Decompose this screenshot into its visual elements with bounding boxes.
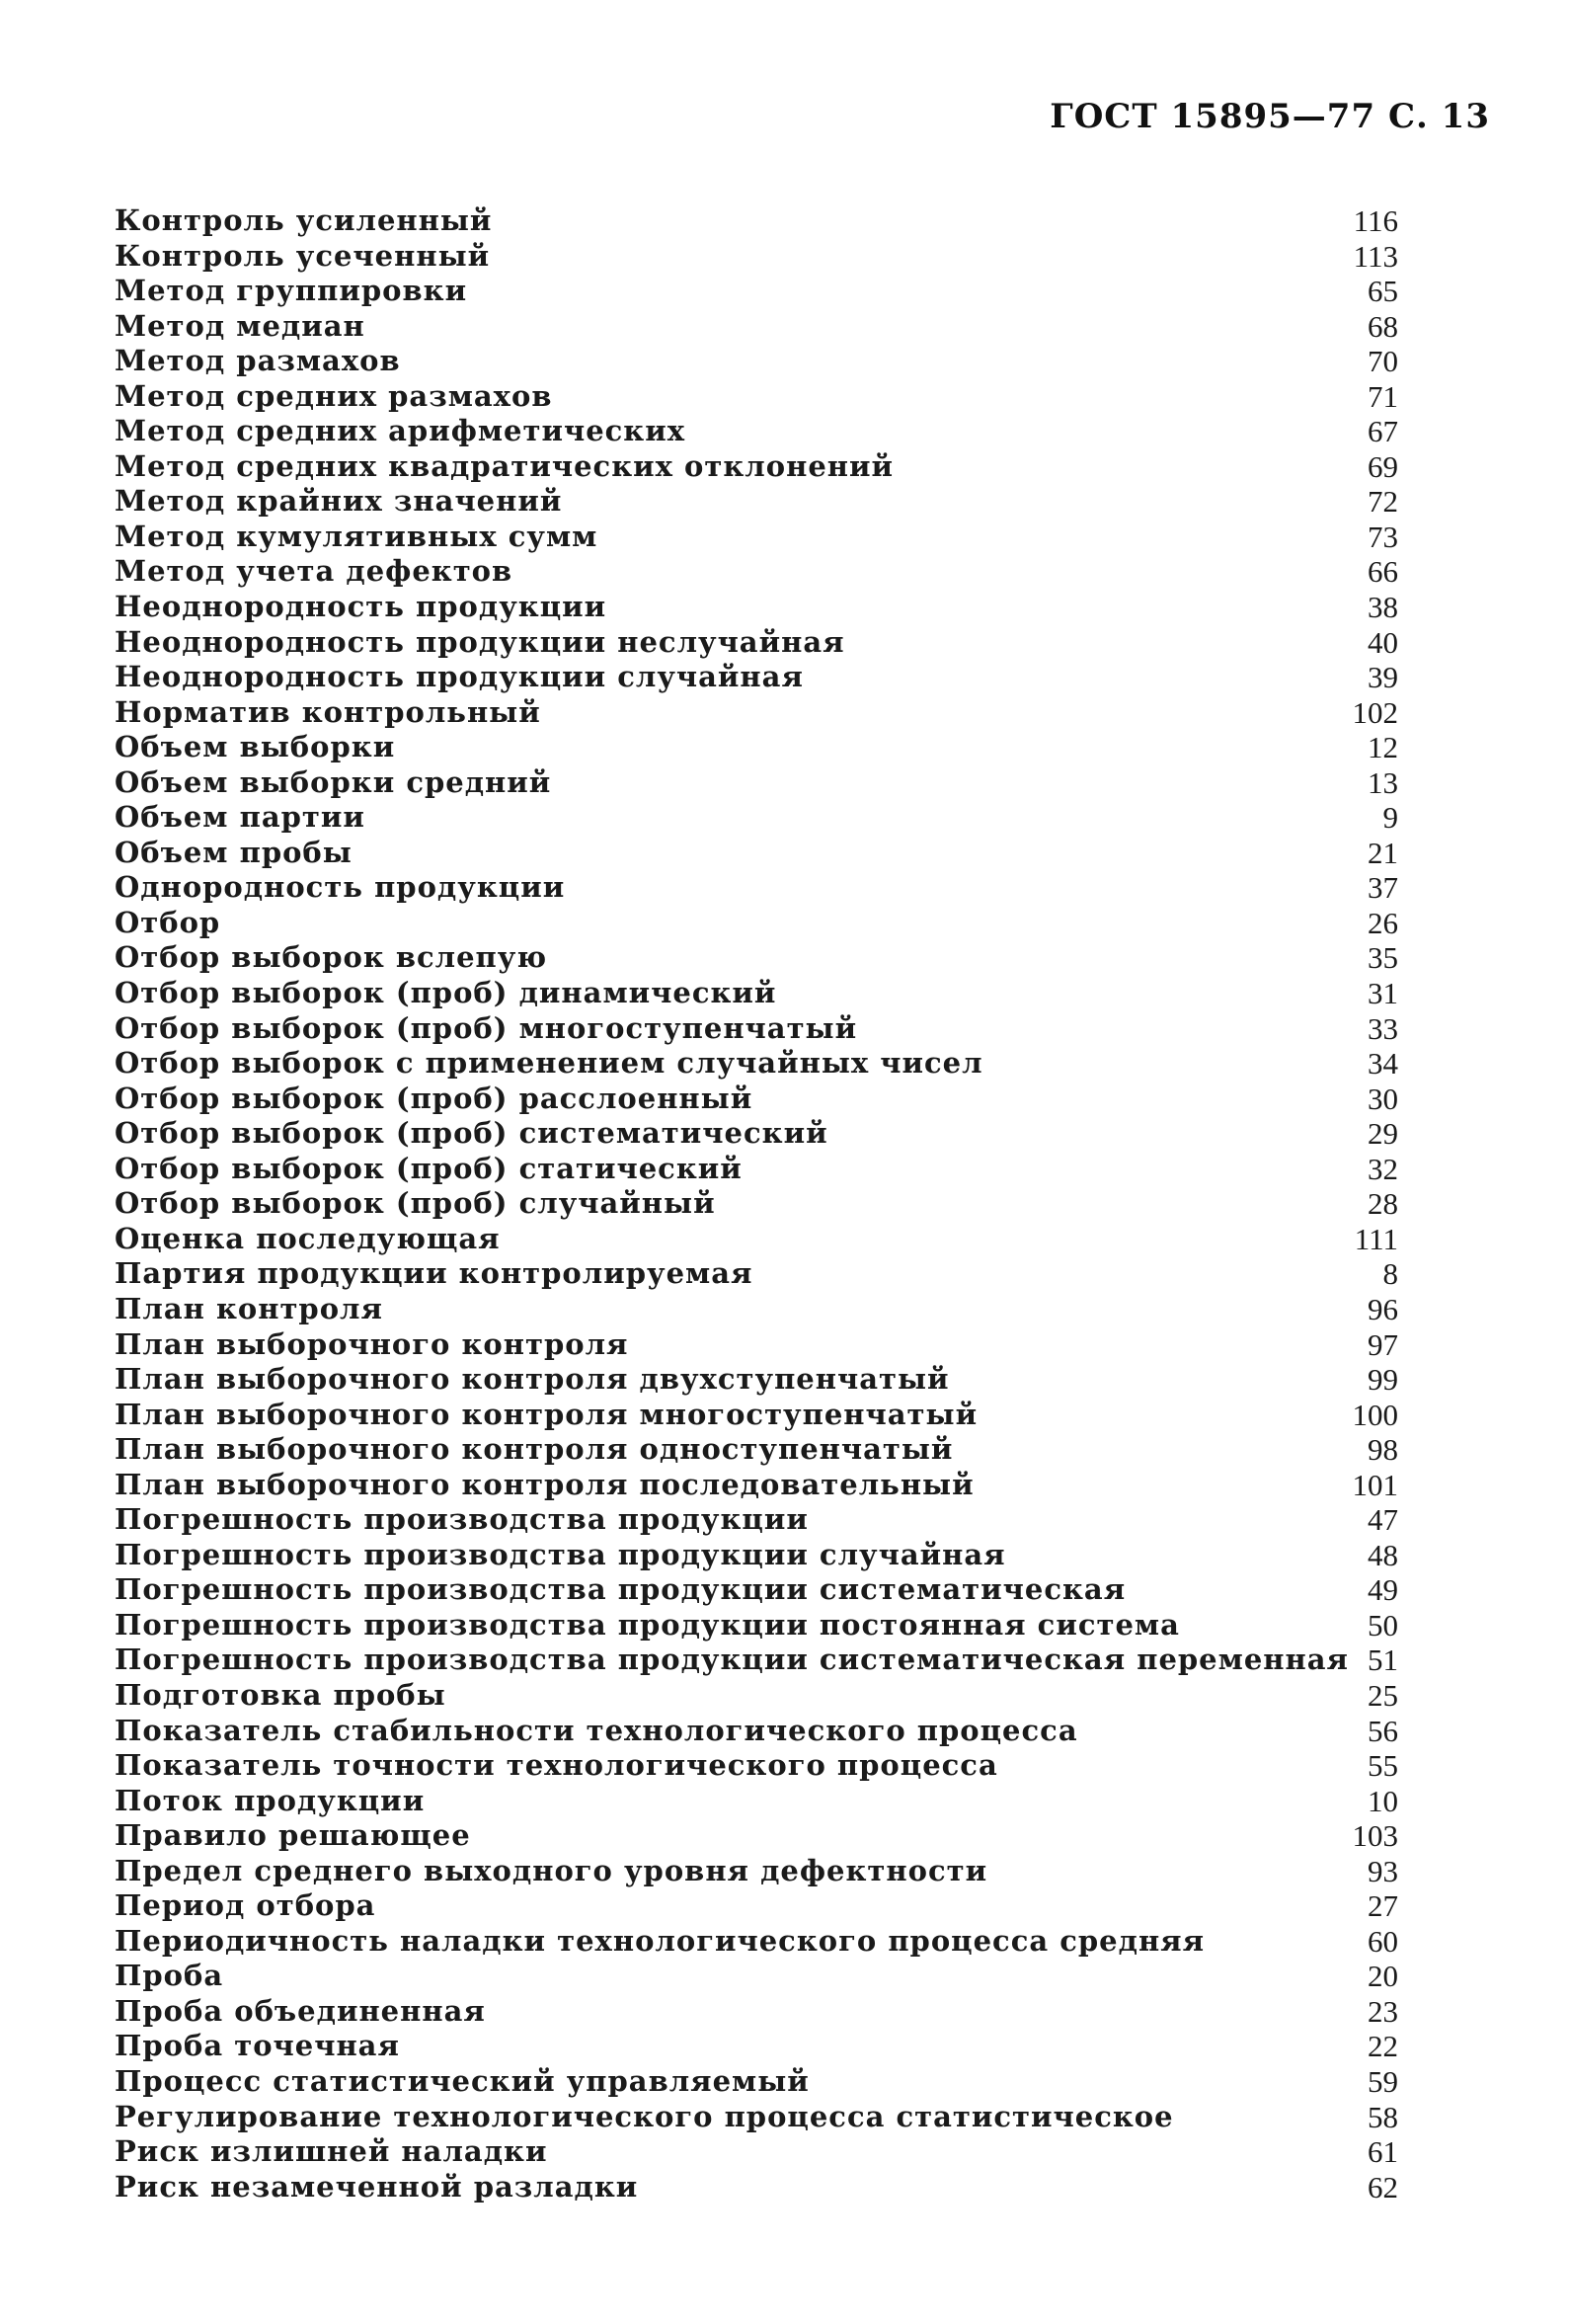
index-number: 71 [1368, 378, 1398, 414]
index-term: Риск незамеченной разладки [115, 2169, 639, 2204]
index-number: 50 [1368, 1607, 1398, 1643]
index-entry [115, 2029, 1398, 2064]
index-number: 37 [1368, 870, 1398, 906]
index-term: Отбор выборок с применением случайных чисел [115, 1046, 983, 1081]
index-number: 59 [1368, 2063, 1398, 2099]
index-number: 66 [1368, 554, 1398, 590]
index-entry [115, 1643, 1398, 1678]
index-number: 55 [1368, 1748, 1398, 1784]
index-entry [115, 1432, 1398, 1468]
index-entry [115, 1327, 1398, 1363]
index-term: Отбор выборок (проб) динамический [115, 976, 777, 1010]
index-number: 56 [1368, 1713, 1398, 1748]
index-term: Риск излишней наладки [115, 2134, 548, 2169]
index-term: Объем выборки средний [115, 764, 552, 799]
index-entry [115, 1502, 1398, 1538]
index-term: Однородность продукции [115, 870, 566, 905]
index-entry [115, 1222, 1398, 1257]
index-number: 34 [1368, 1046, 1398, 1082]
index-term: Неоднородность продукции случайная [115, 660, 804, 694]
index-number: 68 [1368, 308, 1398, 344]
index-term: Отбор выборок (проб) случайный [115, 1186, 716, 1221]
index-number: 67 [1368, 414, 1398, 449]
index-number: 103 [1352, 1818, 1398, 1854]
index-entry [115, 239, 1398, 275]
index-entry [115, 730, 1398, 765]
index-entry [115, 1011, 1398, 1047]
index-number: 30 [1368, 1081, 1398, 1116]
index-entry [115, 906, 1398, 941]
index-entry [115, 1608, 1398, 1643]
index-term: Погрешность производства продукции постоянная система [115, 1607, 1180, 1642]
index-entry [115, 1714, 1398, 1749]
index-term: Погрешность производства продукции систематическая [115, 1572, 1127, 1607]
index-number: 23 [1368, 1993, 1398, 2029]
index-number: 70 [1368, 344, 1398, 379]
index-number: 93 [1368, 1853, 1398, 1888]
index-entry [115, 1818, 1398, 1854]
index-number: 38 [1368, 590, 1398, 625]
index-number: 10 [1368, 1783, 1398, 1818]
index-term: Подготовка пробы [115, 1677, 446, 1712]
index-term: Отбор выборок вслепую [115, 940, 548, 975]
index-entry [115, 379, 1398, 415]
index-term: Проба точечная [115, 2029, 400, 2063]
index-entry [115, 1748, 1398, 1784]
index-number: 21 [1368, 835, 1398, 870]
index-number: 28 [1368, 1186, 1398, 1222]
index-term: Правило решающее [115, 1818, 471, 1853]
index-number: 22 [1368, 2029, 1398, 2064]
index-term: Объем партии [115, 800, 365, 835]
index-term: Объем пробы [115, 835, 353, 869]
index-number: 32 [1368, 1151, 1398, 1186]
index-entry [115, 695, 1398, 731]
index-term: Период отбора [115, 1888, 376, 1923]
index-term: План выборочного контроля последовательный [115, 1467, 975, 1501]
index-entry [115, 976, 1398, 1011]
index-number: 96 [1368, 1291, 1398, 1326]
index-number: 62 [1368, 2169, 1398, 2204]
index-term: Неоднородность продукции [115, 590, 607, 624]
index-term: Метод кумулятивных сумм [115, 519, 598, 553]
index-number: 35 [1368, 940, 1398, 976]
index-term: Отбор [115, 905, 221, 939]
index-number: 97 [1368, 1326, 1398, 1362]
index-entry [115, 484, 1398, 520]
index-entry [115, 1186, 1398, 1222]
index-term: План контроля [115, 1291, 383, 1325]
page-header: ГОСТ 15895—77 С. 13 [1050, 97, 1490, 136]
index-term: Отбор выборок (проб) систематический [115, 1116, 828, 1151]
index-entry [115, 1046, 1398, 1082]
index-number: 113 [1353, 238, 1398, 274]
index-entry [115, 1784, 1398, 1819]
index-term: Метод средних размахов [115, 378, 553, 413]
index-entry [115, 1152, 1398, 1187]
index-number: 33 [1368, 1010, 1398, 1046]
index-entry [115, 1959, 1398, 1994]
index-term: Периодичность наладки технологического процесса средняя [115, 1923, 1206, 1958]
index-number: 40 [1368, 624, 1398, 660]
index-number: 58 [1368, 2099, 1398, 2134]
index-entry [115, 2170, 1398, 2205]
index-entry [115, 1082, 1398, 1117]
index-term: Контроль усиленный [115, 203, 493, 237]
index-entry [115, 1256, 1398, 1292]
index-number: 26 [1368, 905, 1398, 940]
index-number: 73 [1368, 519, 1398, 554]
index-number: 102 [1352, 694, 1398, 730]
index-number: 65 [1368, 274, 1398, 309]
index-entry [115, 1398, 1398, 1433]
index-number: 99 [1368, 1362, 1398, 1398]
index-number: 60 [1368, 1923, 1398, 1959]
index-number: 20 [1368, 1959, 1398, 1994]
index-entry [115, 765, 1398, 801]
index-term: Метод средних арифметических [115, 414, 686, 448]
index-term: Проба объединенная [115, 1993, 486, 2028]
index-number: 25 [1368, 1677, 1398, 1713]
index-term: Объем выборки [115, 730, 396, 764]
index-term: Норматив контрольный [115, 694, 541, 729]
index-term: Поток продукции [115, 1783, 426, 1817]
index-entry [115, 1994, 1398, 2030]
index-entry [115, 870, 1398, 906]
index-term: План выборочного контроля одноступенчатый [115, 1432, 954, 1467]
index-term: Регулирование технологического процесса статистическое [115, 2099, 1174, 2133]
index-term: Погрешность производства продукции случайная [115, 1537, 1006, 1571]
index-term: Отбор выборок (проб) расслоенный [115, 1081, 753, 1115]
index-entry [115, 1854, 1398, 1889]
index-term: Показатель точности технологического процесса [115, 1748, 998, 1783]
index-term: Метод размахов [115, 344, 401, 378]
index-entry [115, 2100, 1398, 2135]
index-number: 48 [1368, 1537, 1398, 1572]
index-number: 13 [1368, 764, 1398, 800]
index-term: Погрешность производства продукции систематическая переменная [115, 1643, 1349, 1677]
index-term: Проба [115, 1959, 224, 1993]
index-term: Показатель стабильности технологического процесса [115, 1713, 1078, 1747]
index-entry [115, 800, 1398, 836]
index-term: План выборочного контроля многоступенчатый [115, 1397, 979, 1431]
index-term: План выборочного контроля двухступенчатый [115, 1362, 950, 1397]
index-number: 39 [1368, 660, 1398, 695]
index-number: 69 [1368, 448, 1398, 484]
index-number: 8 [1382, 1256, 1398, 1292]
index-term: Неоднородность продукции неслучайная [115, 624, 845, 659]
index-list [115, 203, 1398, 2204]
index-term: Отбор выборок (проб) многоступенчатый [115, 1010, 858, 1045]
index-number: 100 [1352, 1397, 1398, 1432]
index-entry [115, 414, 1398, 449]
index-entry [115, 590, 1398, 625]
index-entry [115, 940, 1398, 976]
index-term: План выборочного контроля [115, 1326, 629, 1361]
index-term: Метод средних квадратических отклонений [115, 448, 895, 483]
index-entry [115, 309, 1398, 345]
index-entry [115, 836, 1398, 871]
index-entry [115, 660, 1398, 695]
index-entry [115, 2134, 1398, 2170]
index-entry [115, 1572, 1398, 1608]
index-term: Отбор выборок (проб) статический [115, 1151, 743, 1185]
index-term: Метод группировки [115, 274, 468, 308]
index-entry [115, 625, 1398, 661]
index-number: 31 [1368, 976, 1398, 1011]
index-entry [115, 554, 1398, 590]
index-entry [115, 1468, 1398, 1503]
index-number: 51 [1368, 1643, 1398, 1678]
index-number: 9 [1382, 800, 1398, 836]
index-number: 72 [1368, 484, 1398, 520]
index-term: Процесс статистический управляемый [115, 2063, 810, 2098]
index-entry [115, 449, 1398, 485]
index-number: 61 [1368, 2134, 1398, 2170]
index-entry [115, 203, 1398, 239]
index-entry [115, 344, 1398, 379]
index-term: Погрешность производства продукции [115, 1502, 809, 1537]
index-number: 12 [1368, 730, 1398, 765]
index-term: Контроль усеченный [115, 238, 491, 273]
index-number: 49 [1368, 1572, 1398, 1608]
index-entry [115, 1924, 1398, 1960]
index-entry [115, 1116, 1398, 1152]
index-term: Метод учета дефектов [115, 554, 513, 589]
index-entry [115, 1678, 1398, 1714]
index-number: 116 [1353, 203, 1398, 238]
index-number: 29 [1368, 1116, 1398, 1152]
index-term: Предел среднего выходного уровня дефектности [115, 1853, 988, 1887]
index-term: Метод медиан [115, 308, 365, 343]
index-number: 27 [1368, 1888, 1398, 1924]
index-entry [115, 1538, 1398, 1573]
index-number: 98 [1368, 1432, 1398, 1468]
index-entry [115, 520, 1398, 555]
index-number: 47 [1368, 1502, 1398, 1538]
index-entry [115, 2064, 1398, 2100]
index-entry [115, 1888, 1398, 1924]
index-entry [115, 1362, 1398, 1398]
index-number: 111 [1354, 1221, 1398, 1256]
index-entry [115, 1292, 1398, 1327]
index-number: 101 [1352, 1467, 1398, 1502]
index-term: Партия продукции контролируемая [115, 1256, 753, 1291]
index-term: Метод крайних значений [115, 484, 563, 519]
index-entry [115, 274, 1398, 309]
index-term: Оценка последующая [115, 1221, 501, 1255]
